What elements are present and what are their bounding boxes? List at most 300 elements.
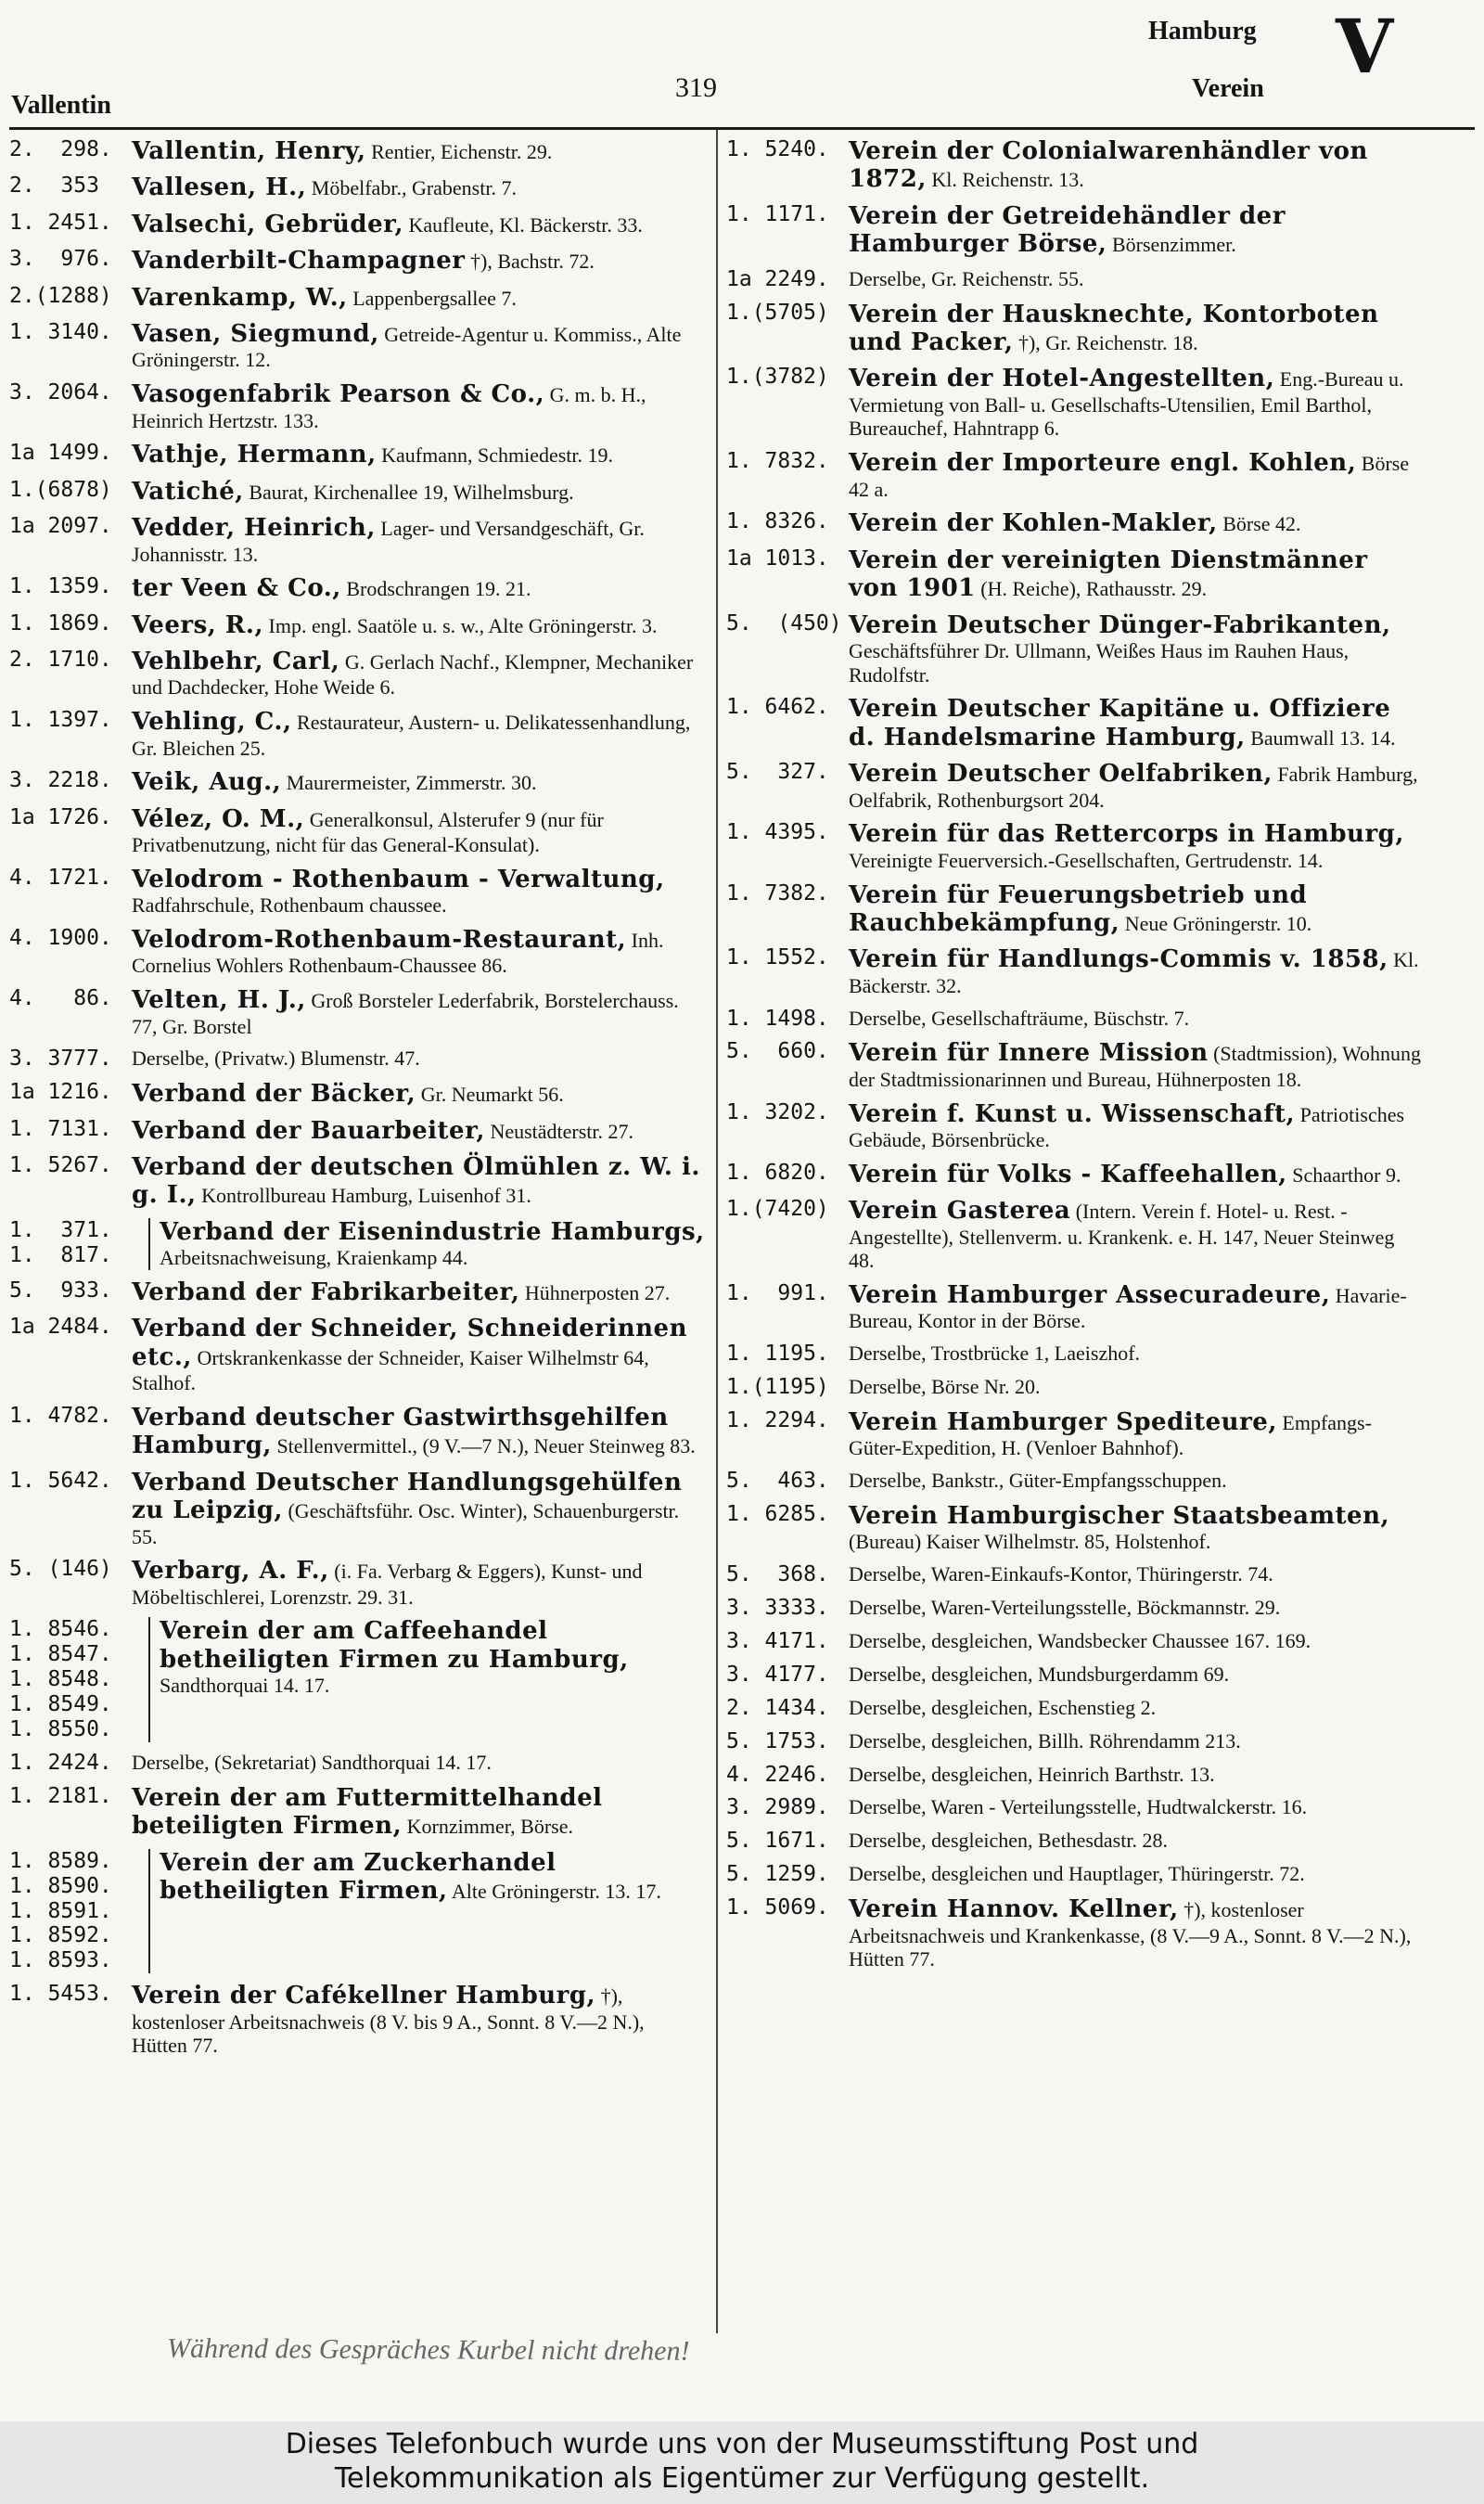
directory-entry: [726, 301, 1424, 357]
entry-text: [849, 1408, 1424, 1460]
subscriber-name: Verein für Volks - Kaffeehallen,: [849, 1160, 1287, 1188]
entry-text: [132, 1982, 705, 2058]
subscriber-details: Kontrollbureau Hamburg, Luisenhof 31.: [201, 1184, 531, 1208]
subscriber-name: Verein Hamburger Assecuradeure,: [849, 1280, 1331, 1309]
phone-number: 1. 1397.: [9, 708, 112, 733]
subscriber-name: Vanderbilt-Champagner: [132, 247, 466, 276]
entry-text: [849, 449, 1424, 501]
directory-entry: [726, 509, 1424, 537]
entry-text: [849, 1161, 1424, 1188]
phone-number: 5. 327.: [726, 760, 829, 785]
subscriber-details: Alte Gröningerstr. 13. 17.: [451, 1880, 661, 1904]
entry-text: [849, 1375, 1424, 1400]
entry-text: [132, 648, 705, 700]
phone-number: 1. 8589.: [9, 1848, 112, 1873]
phone-number: 5. 1259.: [726, 1862, 829, 1887]
directory-entry: [726, 1663, 1424, 1688]
directory-entry: [9, 648, 705, 700]
subscriber-details: Ortskrankenkasse der Schneider, Kaiser Wilhelmstr 64, Stalhof.: [132, 1345, 649, 1395]
page-number: 319: [675, 72, 717, 103]
phone-number: 1. 8590.: [9, 1873, 112, 1898]
directory-entry: [9, 1784, 705, 1841]
subscriber-details: Imp. engl. Saatöle u. s. w., Alte Gröningerstr. 3.: [268, 613, 658, 637]
directory-entry: [9, 1047, 705, 1072]
entry-text: [849, 1039, 1424, 1091]
entry-text: [849, 1895, 1424, 1971]
subscriber-details: Restaurateur, Austern- u. Delikatessenhandlung, Gr. Bleichen 25.: [132, 711, 691, 760]
entry-text: [849, 1696, 1424, 1721]
entry-text: [849, 1596, 1424, 1621]
subscriber-name: Verein der Getreidehändler der Hamburger Börse,: [849, 201, 1286, 259]
entry-text: [132, 1117, 705, 1145]
entry-text: [849, 1829, 1424, 1854]
subscriber-details: (i. Fa. Verbarg & Eggers), Kunst- und Möbeltischlerei, Lorenzstr. 29. 31.: [132, 1560, 643, 1609]
subscriber-name: Verein Deutscher Oelfabriken,: [849, 760, 1273, 789]
entry-text: [132, 441, 705, 469]
phone-number: 1. 1195.: [726, 1342, 829, 1367]
subscriber-details: (Stadtmission), Wohnung der Stadtmissionarinnen und Bureau, Hühnerposten 18.: [849, 1042, 1422, 1091]
subscriber-name: Verein Gasterea: [849, 1197, 1071, 1226]
directory-entry: [9, 211, 705, 238]
directory-entry: [726, 611, 1424, 687]
directory-entry: [9, 1404, 705, 1460]
subscriber-name: Vélez, O. M.,: [132, 804, 305, 833]
entry-text: [849, 881, 1424, 938]
directory-entry: [726, 1829, 1424, 1854]
phone-number: 4. 1721.: [9, 865, 112, 890]
subscriber-details: Havarie-Bureau, Kontor in der Börse.: [849, 1283, 1407, 1333]
subscriber-name: Valsechi, Gebrüder,: [132, 210, 404, 238]
entry-text: [132, 768, 705, 796]
subscriber-name: Velten, H. J.,: [132, 986, 306, 1015]
header-rule: [9, 127, 1475, 130]
subscriber-name: Verband deutscher Gastwirthsgehilfen Hamburg,: [132, 1403, 669, 1460]
subscriber-name: Vallentin, Henry,: [132, 137, 366, 165]
entry-text: [849, 1862, 1424, 1887]
directory-entry: [9, 1751, 705, 1776]
subscriber-name: Verband Deutscher Handlungsgehülfen zu Leipzig,: [132, 1468, 683, 1525]
subscriber-details: Börsenzimmer.: [1111, 233, 1236, 257]
subscriber-name: Verband der Fabrikarbeiter,: [132, 1278, 520, 1306]
subscriber-details: Patriotisches Gebäude, Börsenbrücke.: [849, 1102, 1405, 1151]
entry-text: [849, 301, 1424, 357]
phone-number: 1. 6285.: [726, 1501, 829, 1526]
entry-text: [849, 1007, 1424, 1032]
phone-number: 3. 3777.: [9, 1047, 112, 1072]
entry-text: [132, 1047, 705, 1072]
subscriber-details: Derselbe, desgleichen, Wandsbecker Chaussee 167. 169.: [849, 1628, 1311, 1652]
subscriber-name: Verband der Schneider, Schneiderinnen etc.,: [132, 1315, 688, 1371]
subscriber-details: Radfahrschule, Rothenbaum chaussee.: [132, 893, 447, 918]
directory-entry: [726, 1007, 1424, 1032]
subscriber-details: Derselbe, Gesellschafträume, Büschstr. 7.: [849, 1006, 1190, 1030]
phone-number: 3. 2218.: [9, 768, 112, 793]
directory-entry: [726, 820, 1424, 872]
directory-entry: [726, 1862, 1424, 1887]
subscriber-details: Neustädterstr. 27.: [490, 1119, 634, 1143]
footer-line-1: Dieses Telefonbuch wurde uns von der Museumsstiftung Post und: [285, 2428, 1199, 2460]
directory-entry: [9, 320, 705, 372]
entry-text: [849, 611, 1424, 687]
entry-text: [849, 760, 1424, 812]
directory-entry: [726, 1469, 1424, 1494]
subscriber-name: Verband der Eisenindustrie Hamburgs,: [160, 1217, 705, 1246]
subscriber-details: Börse 42.: [1222, 512, 1301, 536]
subscriber-details: Derselbe, Waren - Verteilungsstelle, Hudtwalckerstr. 16.: [849, 1795, 1308, 1819]
subscriber-details: Sandthorquai 14. 17.: [160, 1674, 330, 1698]
directory-entry: [726, 365, 1424, 441]
subscriber-details: †), kostenloser Arbeitsnachweis und Krankenkasse, (8 V.—9 A., Sonnt. 8 V.—2 N.), Hütten 77.: [849, 1898, 1412, 1971]
subscriber-details: (H. Reiche), Rathausstr. 29.: [980, 577, 1208, 601]
directory-entry: [9, 926, 705, 978]
subscriber-details: Fabrik Hamburg, Oelfabrik, Rothenburgsort 204.: [849, 763, 1418, 812]
directory-entry: [9, 514, 705, 566]
phone-number: 1. 5642.: [9, 1468, 112, 1493]
directory-entry: [726, 1039, 1424, 1091]
phone-number: 1. 1552.: [726, 945, 829, 970]
phone-number: 1. 1869.: [9, 610, 112, 636]
phone-number: 2. 1710.: [9, 648, 112, 673]
directory-entry: [726, 1795, 1424, 1820]
entry-text: [849, 1729, 1424, 1754]
directory-entry: [9, 173, 705, 201]
entry-text: [132, 478, 705, 506]
directory-entry: [726, 695, 1424, 751]
directory-entry: [726, 1729, 1424, 1754]
phone-number: 1a 1013.: [726, 546, 829, 571]
directory-entry: [726, 546, 1424, 603]
directory-entry: [9, 380, 705, 432]
subscriber-details: Kaufleute, Kl. Bäckerstr. 33.: [408, 212, 643, 237]
phone-number: 1. 4782.: [9, 1403, 112, 1428]
subscriber-details: G. m. b. H., Heinrich Hertzstr. 133.: [132, 383, 646, 432]
header-letter: V: [1336, 3, 1394, 90]
subscriber-details: Derselbe, desgleichen, Heinrich Barthstr. 13.: [849, 1762, 1215, 1786]
directory-entry: [9, 866, 705, 918]
directory-entry: [9, 1982, 705, 2058]
entry-text: [849, 267, 1424, 292]
subscriber-name: Verband der Bauarbeiter,: [132, 1116, 485, 1145]
phone-number: 2. 1434.: [726, 1695, 829, 1720]
subscriber-name: Vasen, Siegmund,: [132, 320, 379, 349]
phone-number-group: [9, 1617, 150, 1742]
subscriber-details: Kornzimmer, Börse.: [406, 1815, 573, 1839]
subscriber-name: Verein für Innere Mission: [849, 1039, 1209, 1068]
subscriber-details: Schaarthor 9.: [1292, 1162, 1401, 1187]
phone-number: 1. 817.: [9, 1242, 112, 1267]
subscriber-details: (Intern. Verein f. Hotel- u. Rest. - Angestellte), Stellenverm. u. Krankenk. e. H. 147, Neuer Steinweg 48.: [849, 1200, 1395, 1273]
directory-entry: [726, 449, 1424, 501]
directory-entry: [9, 284, 705, 312]
subscriber-details: Generalkonsul, Alsterufer 9 (nur für Privatbenutzung, nicht für das General-Konsulat).: [132, 807, 604, 857]
entry-text: [132, 320, 705, 372]
subscriber-name: Verein der am Futtermittelhandel beteiligten Firmen,: [132, 1783, 603, 1841]
entry-text: [132, 708, 705, 760]
subscriber-details: Kaufmann, Schmiedestr. 19.: [381, 443, 614, 468]
phone-number: 1. 7832.: [726, 449, 829, 474]
directory-entry: [726, 1596, 1424, 1621]
right-column: [726, 137, 1424, 1980]
phone-number: 2. 298.: [9, 137, 112, 161]
phone-number: 3. 3333.: [726, 1596, 829, 1621]
phone-number: 1. 6820.: [726, 1160, 829, 1185]
directory-entry: [9, 805, 705, 857]
subscriber-details: Derselbe, Trostbrücke 1, Laeiszhof.: [849, 1342, 1141, 1366]
phone-number: 5. 1671.: [726, 1829, 829, 1854]
directory-entry: [726, 1375, 1424, 1400]
subscriber-name: Verein für Handlungs-Commis v. 1858,: [849, 945, 1388, 974]
subscriber-name: Veik, Aug.,: [132, 768, 282, 797]
directory-entry: [9, 986, 705, 1038]
entry-text: [132, 211, 705, 238]
phone-number: 1. 5267.: [9, 1153, 112, 1178]
subscriber-details: Kl. Reichenstr. 13.: [931, 168, 1084, 192]
entry-text: [849, 1663, 1424, 1688]
subscriber-details: †), Bachstr. 72.: [470, 250, 595, 274]
phone-number-group: [9, 1218, 150, 1270]
phone-number: 1. 8593.: [9, 1948, 112, 1973]
phone-number: 4. 86.: [9, 986, 112, 1011]
entry-text: [132, 1080, 705, 1108]
entry-text: [849, 1502, 1424, 1554]
phone-number: 1.(5705): [726, 300, 829, 325]
directory-entry: [9, 611, 705, 639]
phone-number: 1. 5453.: [9, 1982, 112, 2007]
phone-number: 3. 4177.: [726, 1662, 829, 1687]
subscriber-details: Gr. Neumarkt 56.: [420, 1083, 564, 1107]
phone-number: 1. 8548.: [9, 1667, 112, 1692]
directory-entry: [726, 1562, 1424, 1587]
directory-entry: [726, 1763, 1424, 1788]
subscriber-name: Verein der Importeure engl. Kohlen,: [849, 449, 1357, 478]
subscriber-name: Vehlbehr, Carl,: [132, 648, 340, 676]
phone-number: 1. 8546.: [9, 1617, 112, 1642]
phone-number: 1. 1171.: [726, 201, 829, 226]
phone-number: 5. 463.: [726, 1469, 829, 1494]
phone-number: 2.(1288): [9, 283, 112, 308]
subscriber-details: Derselbe, Börse Nr. 20.: [849, 1375, 1041, 1399]
entry-text: [132, 173, 705, 201]
phone-number: 3. 2989.: [726, 1795, 829, 1820]
subscriber-name: Vedder, Heinrich,: [132, 514, 376, 543]
grouped-entry: [9, 1849, 705, 1974]
directory-entry: [9, 768, 705, 796]
phone-number: 1.(3782): [726, 365, 829, 390]
subscriber-name: Vatiché,: [132, 477, 244, 506]
entry-text: [849, 945, 1424, 997]
phone-number: 1a 1216.: [9, 1080, 112, 1105]
entry-text: [132, 137, 705, 165]
entry-text: [849, 1795, 1424, 1820]
subscriber-name: Verein der Hausknechte, Kontorboten und Packer,: [849, 300, 1379, 356]
subscriber-name: Varenkamp, W.,: [132, 283, 348, 312]
entry-text: [849, 546, 1424, 603]
subscriber-details: Kl. Bäckerstr. 32.: [849, 948, 1419, 997]
entry-text: [132, 986, 705, 1038]
directory-entry: [726, 1281, 1424, 1333]
phone-number: 4. 2246.: [726, 1762, 829, 1787]
subscriber-name: Verband der deutschen Ölmühlen z. W. i. g. I.,: [132, 1153, 700, 1210]
directory-entry: [9, 1080, 705, 1108]
phone-number: 1. 8550.: [9, 1717, 112, 1742]
entry-text: [132, 1557, 705, 1609]
phone-number: 1. 1498.: [726, 1006, 829, 1031]
entry-text: [849, 1562, 1424, 1587]
subscriber-details: Derselbe, (Sekretariat) Sandthorquai 14. 17.: [132, 1750, 492, 1774]
phone-number: 1. 3140.: [9, 320, 112, 345]
entry-text: [132, 866, 705, 918]
subscriber-name: Verein Deutscher Kapitäne u. Offiziere d. Handelsmarine Hamburg,: [849, 695, 1391, 751]
entry-text: [132, 1315, 705, 1395]
directory-entry: [9, 1278, 705, 1306]
directory-entry: [726, 202, 1424, 259]
footer-line-2: Telekommunikation als Eigentümer zur Verfügung gestellt.: [334, 2462, 1150, 2495]
subscriber-details: Eng.-Bureau u. Vermietung von Ball- u. Gesellschafts-Utensilien, Emil Barthol, Bureauchef, Hahntrapp 6.: [849, 367, 1404, 441]
subscriber-name: Verein der Colonialwarenhändler von 1872,: [849, 137, 1368, 194]
subscriber-details: Derselbe, (Privatw.) Blumenstr. 47.: [132, 1047, 420, 1071]
directory-entry: [9, 1117, 705, 1145]
entry-text: [849, 1100, 1424, 1152]
directory-entry: [726, 267, 1424, 292]
entry-text: [849, 1197, 1424, 1273]
entry-text: [849, 365, 1424, 441]
phone-number: 1. 8549.: [9, 1692, 112, 1717]
entry-text: [849, 1281, 1424, 1333]
subscriber-name: Verein für das Rettercorps in Hamburg,: [849, 820, 1404, 849]
directory-entry: [726, 137, 1424, 194]
phone-number: 3. 4171.: [726, 1628, 829, 1653]
subscriber-details: Börse 42 a.: [849, 452, 1410, 501]
phone-number: 5. 660.: [726, 1039, 829, 1064]
subscriber-name: Verein für Feuerungsbetrieb und Rauchbekämpfung,: [849, 880, 1308, 937]
subscriber-name: Verband der Bäcker,: [132, 1080, 416, 1109]
subscriber-details: Derselbe, desgleichen, Bethesdastr. 28.: [849, 1829, 1168, 1853]
subscriber-name: Veers, R.,: [132, 610, 264, 639]
entry-text: [132, 574, 705, 602]
directory-entry: [726, 760, 1424, 812]
subscriber-details: Getreide-Agentur u. Kommiss., Alte Gröningerstr. 12.: [132, 323, 682, 372]
directory-entry: [9, 247, 705, 275]
subscriber-details: Geschäftsführer Dr. Ullmann, Weißes Haus im Rauhen Haus, Rudolfstr.: [849, 638, 1350, 687]
phone-number: 1a 2484.: [9, 1315, 112, 1340]
subscriber-name: Verein der Hotel-Angestellten,: [849, 365, 1275, 393]
phone-number: 1a 2097.: [9, 514, 112, 539]
directory-entry: [9, 1469, 705, 1549]
directory-entry: [9, 137, 705, 165]
subscriber-details: Maurermeister, Zimmerstr. 30.: [286, 771, 537, 795]
entry-text: [132, 1784, 705, 1841]
header-right-keyword: Verein: [1192, 74, 1264, 103]
subscriber-details: Groß Borsteler Lederfabrik, Borstelerchauss. 77, Gr. Borstel: [132, 989, 679, 1038]
subscriber-details: Empfangs-Güter-Expedition, H. (Venloer Bahnhof).: [849, 1410, 1372, 1460]
subscriber-details: Derselbe, desgleichen, Eschenstieg 2.: [849, 1695, 1157, 1719]
subscriber-details: Derselbe, Bankstr., Güter-Empfangsschuppen.: [849, 1469, 1227, 1493]
phone-number: 1a 2249.: [726, 266, 829, 291]
subscriber-details: Inh. Cornelius Wohlers Rothenbaum-Chaussee 86.: [132, 929, 664, 978]
phone-number: 1.(1195): [726, 1375, 829, 1400]
phone-number: 5. (146): [9, 1557, 112, 1582]
subscriber-name: Verein Hamburger Spediteure,: [849, 1407, 1277, 1436]
phone-number: 1. 1359.: [9, 574, 112, 599]
subscriber-details: Derselbe, Gr. Reichenstr. 55.: [849, 266, 1084, 290]
entry-text: [132, 1469, 705, 1549]
subscriber-name: Verein Hannov. Kellner,: [849, 1895, 1179, 1924]
phone-number: 1. 2451.: [9, 210, 112, 235]
entry-text: [849, 695, 1424, 751]
entry-text: [849, 202, 1424, 259]
phone-number-group: [9, 1849, 150, 1974]
entry-text: [132, 805, 705, 857]
subscriber-name: Vasogenfabrik Pearson & Co.,: [132, 380, 545, 409]
directory-entry: [9, 441, 705, 469]
subscriber-name: Verein der am Caffeehandel betheiligten Firmen zu Hamburg,: [160, 1617, 629, 1674]
directory-entry: [726, 1696, 1424, 1721]
entry-text: [132, 611, 705, 639]
phone-number: 1a 1726.: [9, 804, 112, 829]
phone-number: 1. 371.: [9, 1217, 112, 1242]
subscriber-details: Vereinigte Feuerversich.-Gesellschaften, Gertrudenstr. 14.: [849, 848, 1324, 872]
subscriber-name: Verein der vereinigten Dienstmänner von 1901: [849, 546, 1368, 603]
subscriber-details: Derselbe, desgleichen und Hauptlager, Thüringerstr. 72.: [849, 1862, 1305, 1886]
subscriber-name: Vehling, C.,: [132, 708, 292, 737]
subscriber-details: Lappenbergsallee 7.: [352, 286, 517, 310]
subscriber-details: Baurat, Kirchenallee 19, Wilhelmsburg.: [249, 480, 574, 504]
entry-text: [849, 1469, 1424, 1494]
entry-text: [132, 247, 705, 275]
phone-number: 5. 368.: [726, 1562, 829, 1587]
directory-entry: [726, 1629, 1424, 1654]
directory-entry: [9, 708, 705, 760]
subscriber-details: (Geschäftsführ. Osc. Winter), Schauenburgerstr. 55.: [132, 1499, 680, 1548]
phone-number: 1. 5069.: [726, 1895, 829, 1920]
phone-number: 1a 1499.: [9, 441, 112, 466]
phone-number: 1. 8591.: [9, 1898, 112, 1923]
entry-text: [132, 1278, 705, 1306]
subscriber-details: Möbelfabr., Grabenstr. 7.: [311, 176, 517, 200]
directory-entry: [726, 1100, 1424, 1152]
directory-entry: [9, 1315, 705, 1395]
phone-number: 1. 8592.: [9, 1923, 112, 1948]
phone-number: 4. 1900.: [9, 926, 112, 951]
left-column: [9, 137, 705, 2066]
phone-number: 1. 8547.: [9, 1642, 112, 1667]
subscriber-details: †), kostenloser Arbeitsnachweis (8 V. bis 9 A., Sonnt. 8 V.—2 N.), Hütten 77.: [132, 1984, 645, 2058]
phone-number: 5. 933.: [9, 1278, 112, 1303]
subscriber-name: Vathje, Hermann,: [132, 441, 377, 469]
phone-number: 5. 1753.: [726, 1728, 829, 1753]
subscriber-name: ter Veen & Co.,: [132, 574, 341, 603]
subscriber-details: Derselbe, Waren-Einkaufs-Kontor, Thüringerstr. 74.: [849, 1562, 1273, 1586]
directory-entry: [726, 1197, 1424, 1273]
entry-text: [132, 284, 705, 312]
directory-entry: [9, 478, 705, 506]
phone-number: 1. 4395.: [726, 820, 829, 845]
entry-text: [849, 137, 1424, 194]
subscriber-name: Velodrom - Rothenbaum - Verwaltung,: [132, 865, 665, 893]
entry-text: [132, 1751, 705, 1776]
entry-text: [160, 1218, 705, 1270]
entry-text: [849, 1763, 1424, 1788]
subscriber-name: Verein der Kohlen-Makler,: [849, 509, 1218, 538]
phone-number: 1. 991.: [726, 1280, 829, 1305]
entry-text: [160, 1617, 705, 1742]
subscriber-details: Rentier, Eichenstr. 29.: [371, 140, 553, 163]
phone-number: 1. 3202.: [726, 1099, 829, 1124]
phone-number: 1.(6878): [9, 477, 112, 502]
phone-number: 1. 8326.: [726, 509, 829, 534]
entry-text: [132, 1153, 705, 1210]
subscriber-details: Brodschrangen 19. 21.: [346, 577, 531, 601]
